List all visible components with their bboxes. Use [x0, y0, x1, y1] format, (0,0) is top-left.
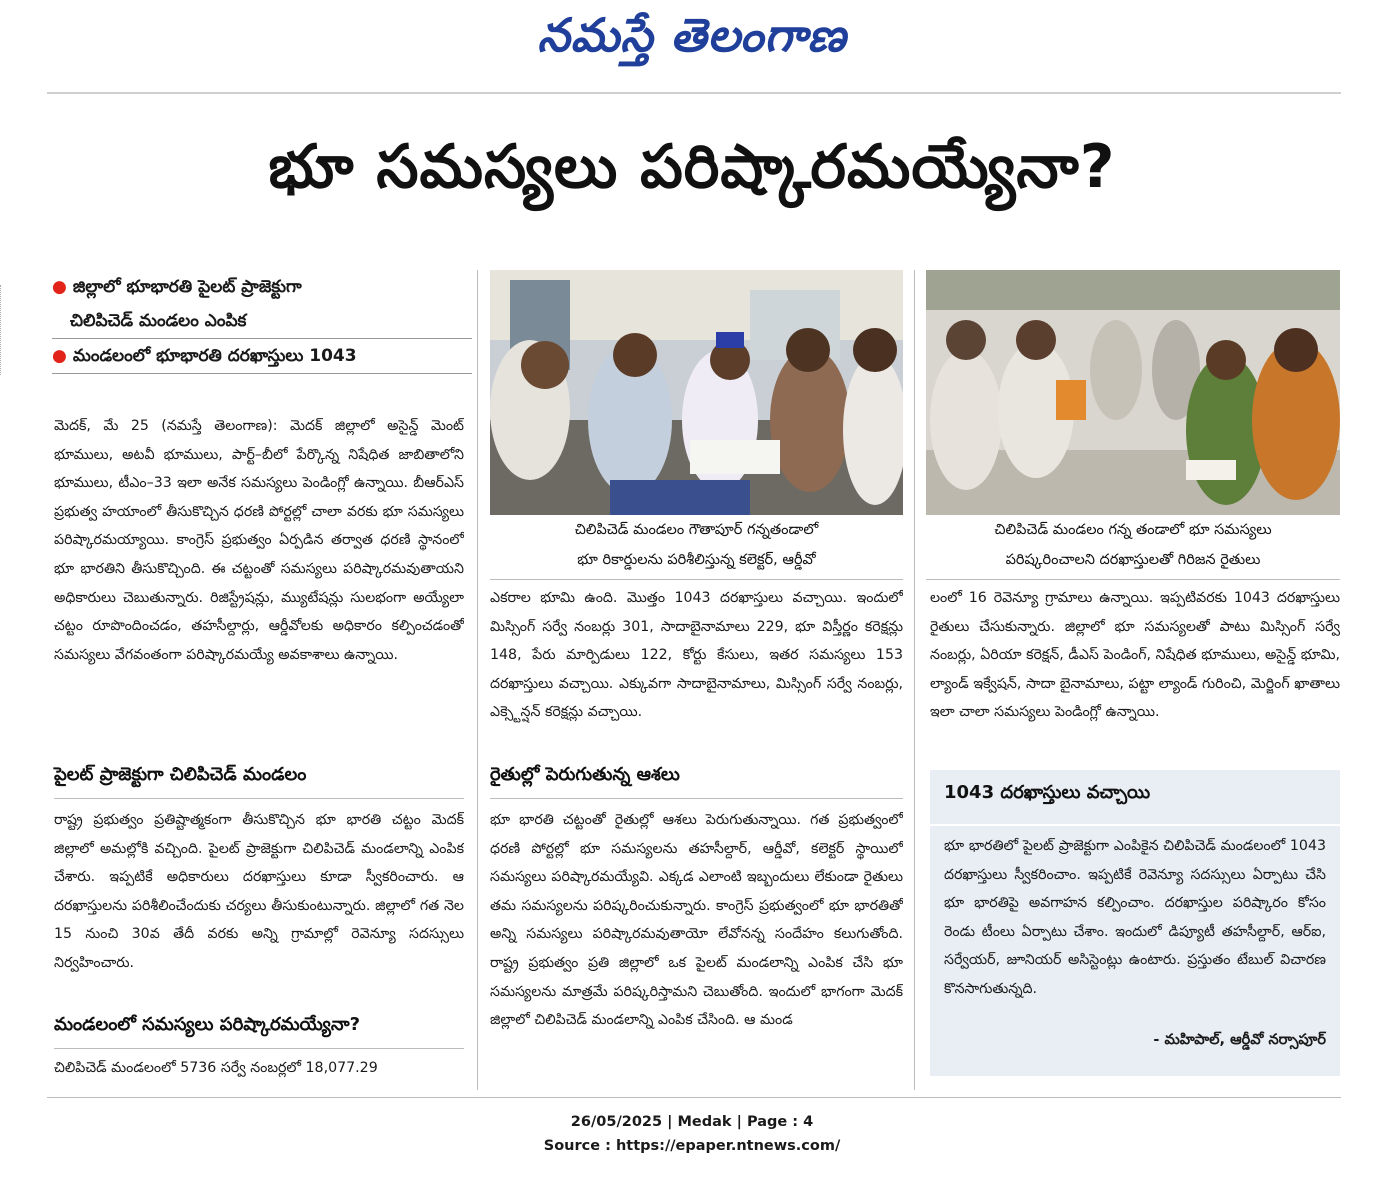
caption-divider	[926, 579, 1340, 580]
subhead-divider	[490, 798, 903, 799]
quote-box-title: 1043 దరఖాస్తులు వచ్చాయి	[944, 782, 1151, 803]
footer-date-edition: 26/05/2025 | Medak | Page : 4	[570, 1114, 814, 1130]
quote-box-divider	[930, 824, 1340, 826]
photo-farmers-caption	[926, 515, 1340, 575]
quote-box-body: భూ భారతిలో పైలట్ ప్రాజెక్టుగా ఎంపికైన చిలిపిచెడ్ మండలంలో 1043 దరఖాస్తులు స్వీకరించాం. ఇప్పటికే రెవెన్యూ సదస్సులు ఏర్పాటు చేసి భూ భారతిపై అవగాహన కల్పించాం. దరఖాస్తుల పరిష్కారం కోసం రెండు టీంలు ఏర్పాటు చేశాం. ఇందులో డిప్యూటీ తహసీల్దార్, ఆర్ఐ, సర్వేయర్, జూనియర్ అసిస్టెంట్లు ఉంటారు. ప్రస్తుతం టేబుల్ విచారణ కొనసాగుతున్నది.	[944, 838, 1326, 997]
kicker-line-3	[52, 339, 472, 374]
photo-tribal-farmers	[926, 270, 1340, 515]
photo-collector-inspection-image	[490, 270, 903, 515]
subhead-farmer-hopes: రైతుల్లో పెరుగుతున్న ఆశలు	[490, 764, 680, 785]
caption-line-2: పరిష్కరించాలని దరఖాస్తులతో గిరిజన రైతులు	[1005, 552, 1261, 568]
subhead-pilot-project: పైలట్ ప్రాజెక్టుగా చిలిపిచెడ్ మండలం	[54, 764, 307, 785]
caption-line-1: చిలిపిచెడ్ మండలం గన్న తండాలో భూ సమస్యలు	[994, 522, 1272, 538]
kicker-text: జిల్లాలో భూభారతి పైలట్ ప్రాజెక్టుగా	[72, 277, 302, 297]
caption-line-1: చిలిపిచెడ్ మండలం గౌతాపూర్ గన్నతండాలో	[574, 522, 819, 538]
kicker-text: మండలంలో భూభారతి దరఖాస్తులు 1043	[72, 346, 357, 366]
column-1-para-2: రాష్ట్ర ప్రభుత్వం ప్రతిష్టాత్మకంగా తీసుకొచ్చిన భూ భారతి చట్టం మెదక్ జిల్లాలో అమల్లోకి వచ్చింది. పైలట్ ప్రాజెక్టుగా చిలిపిచెడ్ మండలాన్ని ఎంపిక చేశారు. ఇప్పటికే అధికారులు దరఖాస్తులు కూడా స్వీకరించారు. ఆ దరఖాస్తులను పరిశీలించేందుకు చర్యలు తీసుకుంటున్నారు. జిల్లాలో గత నెల 15 నుంచి 30వ తేదీ వరకు అన్ని గ్రామాల్లో రెవెన్యూ సదస్సులు నిర్వహించారు.	[54, 812, 464, 971]
column-divider	[477, 270, 478, 1090]
subhead-divider	[54, 1048, 464, 1049]
caption-line-2: భూ రికార్డులను పరిశీలిస్తున్న కలెక్టర్, ఆర్డీవో	[577, 552, 816, 568]
kicker-line-1	[52, 270, 472, 304]
photo-tribal-farmers-image	[926, 270, 1340, 515]
subhead-mandal-issues: మండలంలో సమస్యలు పరిష్కారమయ్యేనా?	[54, 1014, 361, 1035]
quote-box-signature: - మహిపాల్, ఆర్డీవో నర్సాపూర్	[1153, 1032, 1326, 1048]
bullet-icon: ●	[52, 346, 67, 366]
headline: భూ సమస్యలు పరిష్కారమయ్యేనా?	[268, 132, 1116, 202]
caption-divider	[490, 579, 903, 580]
masthead-divider	[47, 92, 1341, 94]
column-divider	[914, 270, 915, 1090]
column-2-para-1: ఎకరాల భూమి ఉంది. మొత్తం 1043 దరఖాస్తులు వచ్చాయి. ఇందులో మిస్సింగ్ సర్వే నంబర్లు 301, సాదాబైనామాలు 229, భూ విస్తీర్ణం కరెక్షన్లు 148, పేరు మార్పిడులు 122, కోర్టు కేసులు, ఇతర సమస్యలు 153 దరఖాస్తులు వచ్చాయి. ఎక్కువగా సాదాబైనామాలు, మిస్సింగ్ సర్వే నంబర్లు, ఎక్స్టెన్షన్ కరెక్షన్లు వచ్చాయి.	[490, 590, 903, 721]
photo-collector-caption	[490, 515, 903, 575]
bullet-icon: ●	[52, 277, 67, 297]
column-2-para-2: భూ భారతి చట్టంతో రైతుల్లో ఆశలు పెరుగుతున్నాయి. గత ప్రభుత్వంలో ధరణి పోర్టల్లో భూ సమస్యలను తహసీల్దార్, ఆర్డీవో, కలెక్టర్ స్థాయిలో సమస్యలు పరిష్కారమయ్యేవి. ఎక్కడ ఎలాంటి ఇబ్బందులు లేకుండా రైతులు తమ సమస్యలను పరిష్కరించుకున్నారు. కాంగ్రెస్ ప్రభుత్వంలో భూ భారతితో అన్ని సమస్యలు పరిష్కారమవుతాయో లేవోనన్న సందేహం కలుగుతోంది. రాష్ట్ర ప్రభుత్వం ప్రతి జిల్లాలో ఒక పైలట్ మండలాన్ని ఎంపిక చేసి భూ సమస్యలను మాత్రమే పరిష్కరిస్తామని చెబుతోంది. ఇందులో భాగంగా మెదక్ జిల్లాలో చిలిపిచెడ్ మండలాన్ని ఎంపిక చేసింది. ఆ మండ	[490, 812, 903, 1029]
subhead-divider	[54, 798, 464, 799]
photo-collector-inspection	[490, 270, 903, 515]
column-1-para-1: మెదక్, మే 25 (నమస్తే తెలంగాణ): మెదక్ జిల్లాలో అసైన్డ్ మెంట్ భూములు, అటవీ భూములు, పార్ట్–బీలో పేర్కొన్న నిషేధిత జాబితాలోని భూములు, టీఎం–33 ఇలా అనేక సమస్యలు పెండింగ్లో ఉన్నాయి. బీఆర్ఎస్ ప్రభుత్వ హయాంలో తీసుకొచ్చిన ధరణి పోర్టల్లో చాలా వరకు భూ సమస్యలు పరిష్కారమయ్యాయి. కాంగ్రెస్ ప్రభుత్వం ఏర్పడిన తర్వాత ధరణి స్థానంలో భూ భారతిని తీసుకొచ్చింది. ఈ చట్టంతో సమస్యలు పరిష్కారమవుతాయని అధికారులు చెబుతున్నారు. రిజిస్ట్రేషన్లు, మ్యుటేషన్లు సులభంగా అయ్యేలా చట్టం రూపొందించడం, తహసీల్దార్లు, ఆర్డీవోలకు అధికారం కల్పించడంతో సమస్యలు వేగవంతంగా పరిష్కారమయ్యే అవకాశాలు ఉన్నాయి.	[54, 418, 464, 663]
page-bottom-rule	[47, 1097, 1341, 1098]
footer-source-link[interactable]: Source : https://epaper.ntnews.com/	[543, 1138, 841, 1154]
page-edge-marker	[0, 285, 7, 375]
kicker-text: చిలిపిచెడ్ మండలం ఎంపిక	[70, 311, 247, 331]
kicker-line-2	[52, 304, 472, 339]
masthead-logo: నమస్తే తెలంగాణ	[537, 8, 847, 62]
kicker-block	[52, 270, 472, 374]
column-3-para-1: లంలో 16 రెవెన్యూ గ్రామాలు ఉన్నాయి. ఇప్పటివరకు 1043 దరఖాస్తులు రైతులు చేసుకున్నారు. జిల్లాలో భూ సమస్యలతో పాటు మిస్సింగ్ సర్వే నంబర్లు, ఏరియా కరెక్షన్, డీఎస్ పెండింగ్, నిషేధిత భూములు, అసైన్డ్ భూమి, ల్యాండ్ ఇక్వేషన్, సాదా బైనామాలు, పట్టా ల్యాండ్ గురించి, మెర్జింగ్ ఖాతాలు ఇలా చాలా సమస్యలు పెండింగ్లో ఉన్నాయి.	[930, 590, 1340, 721]
column-1-para-3: చిలిపిచెడ్ మండలంలో 5736 సర్వే నంబర్లలో 18,077.29	[54, 1060, 378, 1076]
quote-box	[930, 770, 1340, 1076]
